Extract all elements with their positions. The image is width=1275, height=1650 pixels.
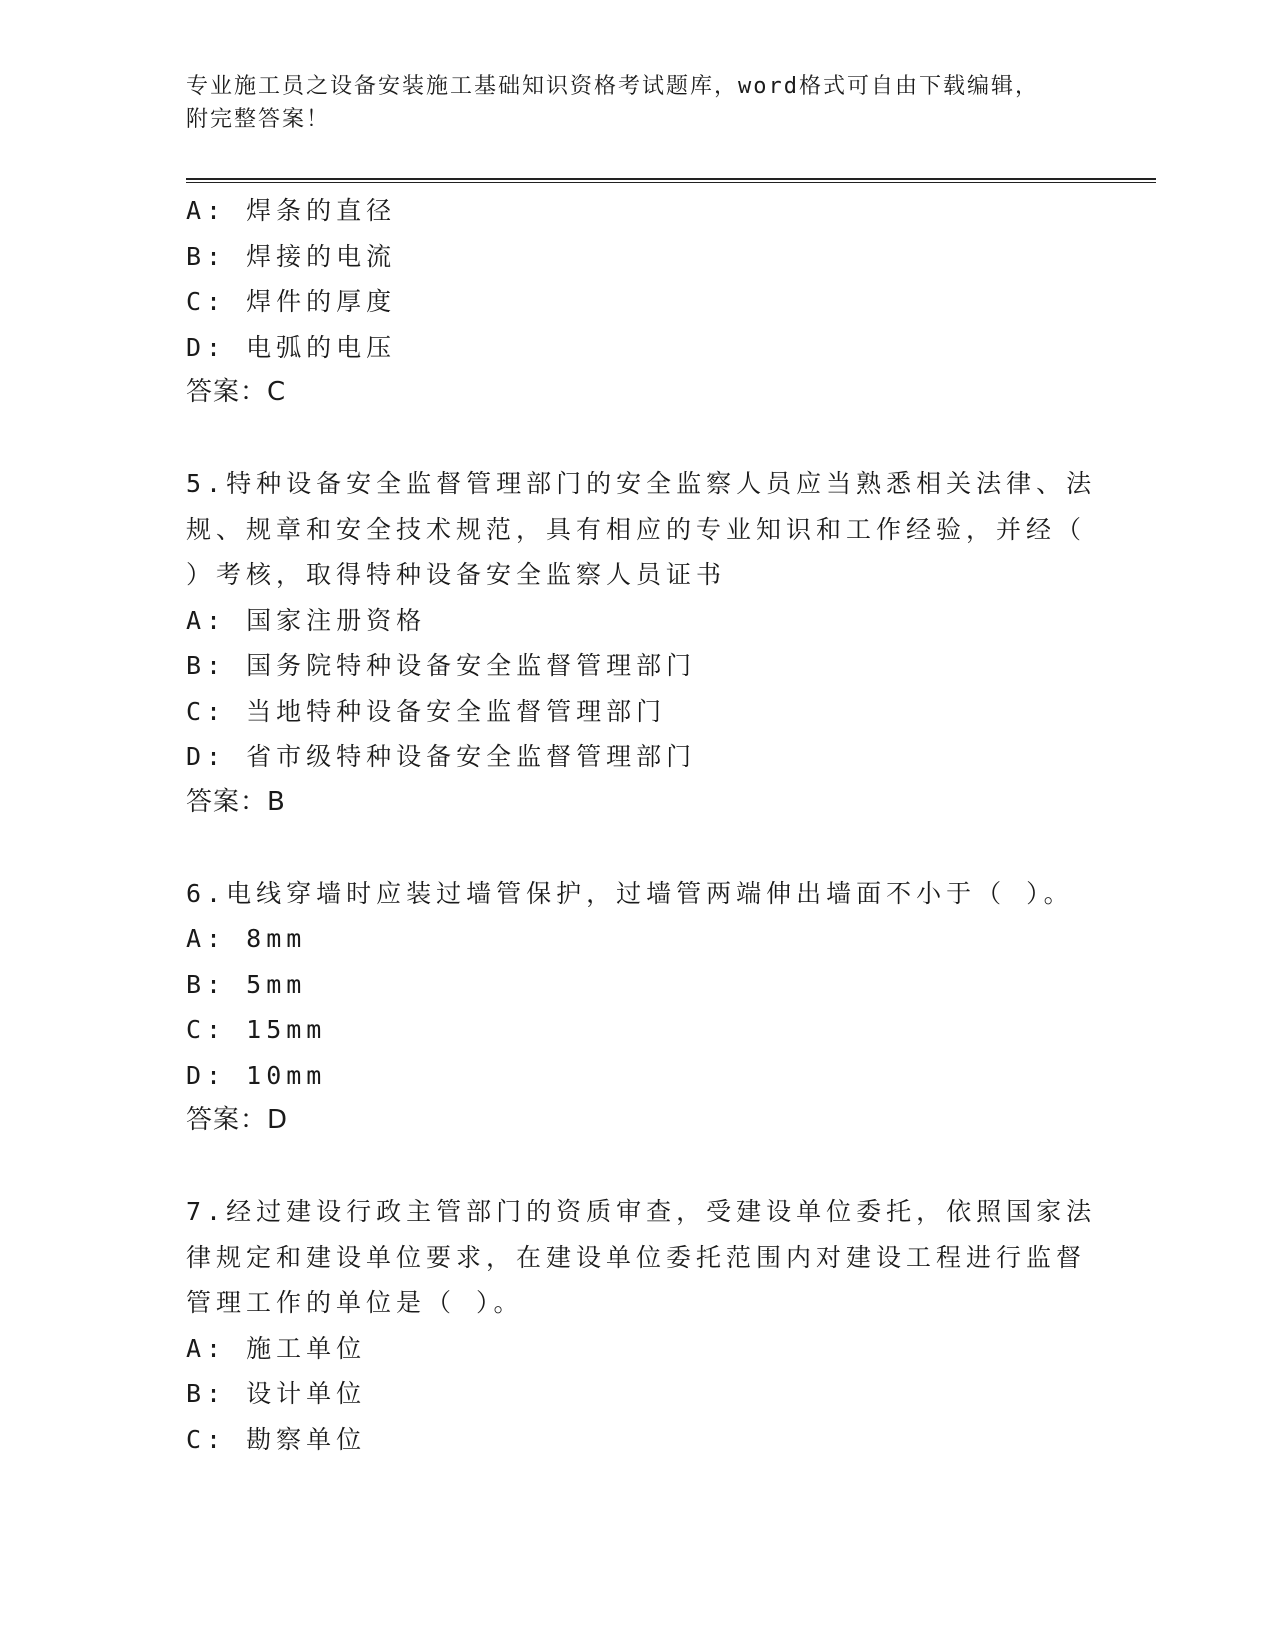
q4-option-d: D: 电弧的电压 <box>186 332 397 362</box>
q5-option-b: B: 国务院特种设备安全监督管理部门 <box>186 651 697 680</box>
q5-option-c: C: 当地特种设备安全监督管理部门 <box>186 696 667 726</box>
question-list <box>186 188 1097 1462</box>
q6-answer: 答案：D <box>186 1105 289 1135</box>
q5-stem-line-1: 5.特种设备安全监督管理部门的安全监察人员应当熟悉相关法律、法 <box>186 469 1097 498</box>
q5-stem-line-3: ）考核，取得特种设备安全监察人员证书 <box>186 560 727 589</box>
q4-option-c: C: 焊件的厚度 <box>186 287 397 316</box>
spacer <box>186 416 1086 462</box>
header-divider <box>186 178 1156 183</box>
q6-stem-line-1: 6.电线穿墙时应装过墙管保护，过墙管两端伸出墙面不小于（ ）。 <box>186 878 1074 908</box>
q6-option-b: B: 5mm <box>186 969 307 999</box>
q6-option-d: D: 10mm <box>186 1060 327 1090</box>
header-line-1: 专业施工员之设备安装施工基础知识资格考试题库，word格式可自由下载编辑， <box>186 74 1039 99</box>
question-4 <box>186 188 1086 416</box>
header-line-2: 附完整答案！ <box>186 107 331 132</box>
q7-option-a: A: 施工单位 <box>186 1333 367 1363</box>
q4-answer: 答案：C <box>186 377 287 407</box>
q6-option-c: C: 15mm <box>186 1015 327 1044</box>
spacer <box>186 1144 1086 1190</box>
q5-option-a: A: 国家注册资格 <box>186 605 427 635</box>
q7-stem-line-1: 7.经过建设行政主管部门的资质审查，受建设单位委托，依照国家法 <box>186 1197 1097 1226</box>
q4-option-b: B: 焊接的电流 <box>186 241 397 271</box>
q6-option-a: A: 8mm <box>186 924 307 953</box>
document-header <box>186 70 1046 136</box>
q7-option-c: C: 勘察单位 <box>186 1424 367 1454</box>
q5-stem-line-2: 规、规章和安全技术规范，具有相应的专业知识和工作经验，并经（ <box>186 514 1087 544</box>
q7-stem-line-2: 律规定和建设单位要求，在建设单位委托范围内对建设工程进行监督 <box>186 1242 1087 1272</box>
q5-option-d: D: 省市级特种设备安全监督管理部门 <box>186 742 697 771</box>
question-7 <box>186 1189 1097 1462</box>
q7-option-b: B: 设计单位 <box>186 1379 367 1408</box>
q7-stem-line-3: 管理工作的单位是（ ）。 <box>186 1288 524 1317</box>
q4-option-a: A: 焊条的直径 <box>186 196 397 225</box>
spacer <box>186 825 1086 871</box>
q5-answer: 答案：B <box>186 786 286 817</box>
question-5 <box>186 461 1097 825</box>
question-6 <box>186 871 1086 1144</box>
